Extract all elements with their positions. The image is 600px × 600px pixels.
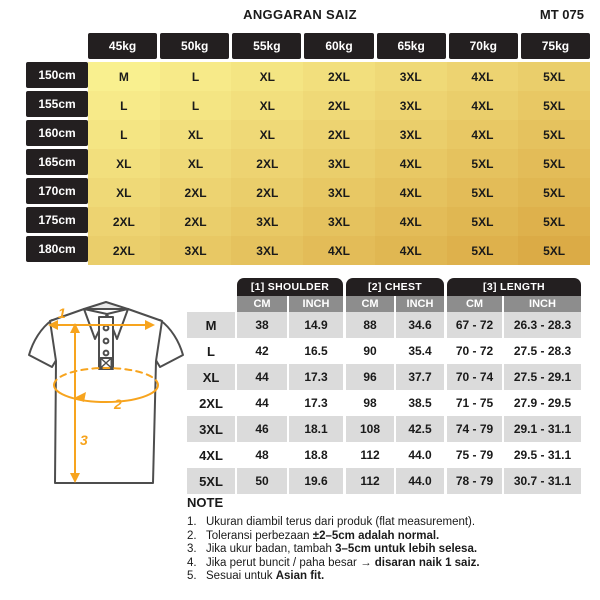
size-cell: 3XL bbox=[231, 207, 303, 236]
size-cell: 4XL bbox=[375, 149, 447, 178]
height-label-column bbox=[26, 62, 88, 265]
height-header-cell: 165cm bbox=[26, 149, 88, 175]
button-icon bbox=[104, 351, 109, 356]
measure-value-cell: 37.7 bbox=[396, 364, 444, 390]
measure-value-cell: 18.1 bbox=[289, 416, 343, 442]
size-cell: 3XL bbox=[375, 91, 447, 120]
size-cell: 5XL bbox=[518, 120, 590, 149]
size-cell: 2XL bbox=[231, 178, 303, 207]
size-cell: XL bbox=[160, 149, 232, 178]
size-cell: 3XL bbox=[303, 178, 375, 207]
marker-label-length: 3 bbox=[80, 432, 88, 448]
measure-group-header: [1] SHOULDER bbox=[237, 278, 343, 296]
measure-value-cell: 44.0 bbox=[396, 442, 444, 468]
size-cell: XL bbox=[231, 91, 303, 120]
weight-header-cell: 75kg bbox=[521, 33, 590, 59]
measure-group-header: [2] CHEST bbox=[346, 278, 444, 296]
note-text: Jika ukur badan, tambah 3–5cm untuk lebih selesa. bbox=[206, 543, 478, 556]
size-cell: 3XL bbox=[375, 62, 447, 91]
measure-row-size: XL bbox=[187, 364, 235, 390]
measure-value-cell: 14.9 bbox=[289, 312, 343, 338]
measure-row-size: 2XL bbox=[187, 390, 235, 416]
size-cell: 5XL bbox=[518, 207, 590, 236]
size-cell: 3XL bbox=[303, 149, 375, 178]
note-item bbox=[187, 530, 592, 544]
size-cell: 3XL bbox=[160, 236, 232, 265]
weight-header-cell: 70kg bbox=[449, 33, 518, 59]
size-cell: 4XL bbox=[375, 178, 447, 207]
size-cell: 3XL bbox=[375, 120, 447, 149]
note-number: 1. bbox=[187, 516, 197, 528]
measure-value-cell: 27.9 - 29.5 bbox=[504, 390, 581, 416]
unit-header-cell: INCH bbox=[289, 296, 343, 312]
measure-value-cell: 29.1 - 31.1 bbox=[504, 416, 581, 442]
measure-value-cell: 38.5 bbox=[396, 390, 444, 416]
size-cell: XL bbox=[231, 120, 303, 149]
size-cell: L bbox=[160, 62, 232, 91]
measure-value-cell: 19.6 bbox=[289, 468, 343, 494]
measure-value-cell: 17.3 bbox=[289, 364, 343, 390]
measure-value-cell: 27.5 - 29.1 bbox=[504, 364, 581, 390]
size-cell: 2XL bbox=[88, 207, 160, 236]
size-cell: 2XL bbox=[303, 120, 375, 149]
height-header-cell: 160cm bbox=[26, 120, 88, 146]
size-cell: XL bbox=[88, 149, 160, 178]
height-header-cell: 175cm bbox=[26, 207, 88, 233]
size-cell: 4XL bbox=[447, 91, 519, 120]
unit-header-cell: CM bbox=[447, 296, 502, 312]
size-cell: 3XL bbox=[303, 207, 375, 236]
unit-header-cell: INCH bbox=[504, 296, 581, 312]
measure-value-cell: 46 bbox=[237, 416, 287, 442]
measure-row-size: 5XL bbox=[187, 468, 235, 494]
measure-group-header: [3] LENGTH bbox=[447, 278, 581, 296]
measure-row-size: M bbox=[187, 312, 235, 338]
size-cell: 4XL bbox=[447, 120, 519, 149]
size-cell: 5XL bbox=[447, 149, 519, 178]
note-item bbox=[187, 557, 592, 571]
measurement-table bbox=[187, 278, 581, 494]
size-cell: 5XL bbox=[447, 236, 519, 265]
note-heading: NOTE bbox=[187, 495, 224, 510]
measure-value-cell: 71 - 75 bbox=[447, 390, 502, 416]
weight-header-cell: 60kg bbox=[304, 33, 373, 59]
note-text: Toleransi perbezaan ±2–5cm adalah normal. bbox=[206, 529, 440, 542]
measure-value-cell: 112 bbox=[346, 468, 394, 494]
size-cell: M bbox=[88, 62, 160, 91]
note-number: 4. bbox=[187, 556, 197, 569]
size-cell: 4XL bbox=[303, 236, 375, 265]
size-cell: 5XL bbox=[447, 207, 519, 236]
collar-back bbox=[84, 302, 128, 309]
measure-value-cell: 70 - 72 bbox=[447, 338, 502, 364]
measure-value-cell: 42.5 bbox=[396, 416, 444, 442]
size-cell: 5XL bbox=[518, 149, 590, 178]
note-number: 2. bbox=[187, 529, 197, 542]
size-cell: L bbox=[160, 91, 232, 120]
measure-row-size: L bbox=[187, 338, 235, 364]
page-title: ANGGARAN SAIZ bbox=[243, 7, 357, 22]
size-cell: 5XL bbox=[518, 91, 590, 120]
unit-header-cell: CM bbox=[346, 296, 394, 312]
height-header-cell: 170cm bbox=[26, 178, 88, 204]
measure-value-cell: 44 bbox=[237, 364, 287, 390]
measure-value-cell: 30.7 - 31.1 bbox=[504, 468, 581, 494]
size-cell: 4XL bbox=[447, 62, 519, 91]
polo-shirt-diagram bbox=[22, 297, 190, 489]
measure-value-cell: 35.4 bbox=[396, 338, 444, 364]
marker-label-shoulder: 1 bbox=[58, 305, 66, 321]
measure-value-cell: 16.5 bbox=[289, 338, 343, 364]
size-cell: 3XL bbox=[231, 236, 303, 265]
height-header-cell: 180cm bbox=[26, 236, 88, 262]
measure-value-cell: 17.3 bbox=[289, 390, 343, 416]
measure-value-cell: 70 - 74 bbox=[447, 364, 502, 390]
note-item bbox=[187, 516, 592, 530]
note-text: Sesuai untuk Asian fit. bbox=[206, 570, 325, 583]
weight-header-cell: 50kg bbox=[160, 33, 229, 59]
measure-value-cell: 44 bbox=[237, 390, 287, 416]
measure-value-cell: 112 bbox=[346, 442, 394, 468]
measure-value-cell: 38 bbox=[237, 312, 287, 338]
product-code: MT 075 bbox=[539, 7, 584, 22]
size-cell: 5XL bbox=[447, 178, 519, 207]
size-cell: 4XL bbox=[375, 236, 447, 265]
size-cell: XL bbox=[231, 62, 303, 91]
size-cell: XL bbox=[88, 178, 160, 207]
size-cell: 4XL bbox=[375, 207, 447, 236]
measure-value-cell: 18.8 bbox=[289, 442, 343, 468]
size-cell: 5XL bbox=[518, 178, 590, 207]
measure-value-cell: 26.3 - 28.3 bbox=[504, 312, 581, 338]
size-cell: L bbox=[88, 120, 160, 149]
note-item bbox=[187, 570, 592, 584]
measure-value-cell: 75 - 79 bbox=[447, 442, 502, 468]
measure-value-cell: 98 bbox=[346, 390, 394, 416]
height-header-cell: 155cm bbox=[26, 91, 88, 117]
weight-header-cell: 55kg bbox=[232, 33, 301, 59]
measure-value-cell: 27.5 - 28.3 bbox=[504, 338, 581, 364]
size-cell: 2XL bbox=[303, 62, 375, 91]
marker-label-chest: 2 bbox=[114, 396, 122, 412]
size-cell: 2XL bbox=[160, 207, 232, 236]
size-matrix bbox=[88, 62, 590, 265]
measure-value-cell: 96 bbox=[346, 364, 394, 390]
unit-header-cell: INCH bbox=[396, 296, 444, 312]
measure-value-cell: 44.0 bbox=[396, 468, 444, 494]
note-list bbox=[187, 516, 592, 584]
note-section bbox=[187, 495, 592, 584]
unit-header-cell: CM bbox=[237, 296, 287, 312]
measure-value-cell: 34.6 bbox=[396, 312, 444, 338]
size-cell: L bbox=[88, 91, 160, 120]
height-header-cell: 150cm bbox=[26, 62, 88, 88]
size-cell: 2XL bbox=[88, 236, 160, 265]
size-cell: 2XL bbox=[160, 178, 232, 207]
weight-header-cell: 45kg bbox=[88, 33, 157, 59]
button-icon bbox=[104, 339, 109, 344]
measure-value-cell: 50 bbox=[237, 468, 287, 494]
size-cell: 5XL bbox=[518, 62, 590, 91]
size-cell: XL bbox=[160, 120, 232, 149]
measure-value-cell: 108 bbox=[346, 416, 394, 442]
measure-value-cell: 88 bbox=[346, 312, 394, 338]
measure-value-cell: 67 - 72 bbox=[447, 312, 502, 338]
note-item bbox=[187, 543, 592, 557]
size-cell: 2XL bbox=[231, 149, 303, 178]
note-text: Ukuran diambil terus dari produk (flat measurement). bbox=[206, 516, 476, 528]
measure-value-cell: 90 bbox=[346, 338, 394, 364]
weight-header-cell: 65kg bbox=[377, 33, 446, 59]
button-icon bbox=[104, 326, 109, 331]
measure-row-size: 3XL bbox=[187, 416, 235, 442]
measure-value-cell: 48 bbox=[237, 442, 287, 468]
size-cell: 2XL bbox=[303, 91, 375, 120]
size-cell: 5XL bbox=[518, 236, 590, 265]
weight-header-row bbox=[88, 33, 590, 59]
measure-row-size: 4XL bbox=[187, 442, 235, 468]
measure-value-cell: 74 - 79 bbox=[447, 416, 502, 442]
measure-value-cell: 29.5 - 31.1 bbox=[504, 442, 581, 468]
note-text: Jika perut buncit / paha besar → disaran naik 1 saiz. bbox=[206, 556, 480, 569]
measure-value-cell: 42 bbox=[237, 338, 287, 364]
note-number: 3. bbox=[187, 543, 197, 556]
measure-value-cell: 78 - 79 bbox=[447, 468, 502, 494]
note-number: 5. bbox=[187, 570, 197, 583]
